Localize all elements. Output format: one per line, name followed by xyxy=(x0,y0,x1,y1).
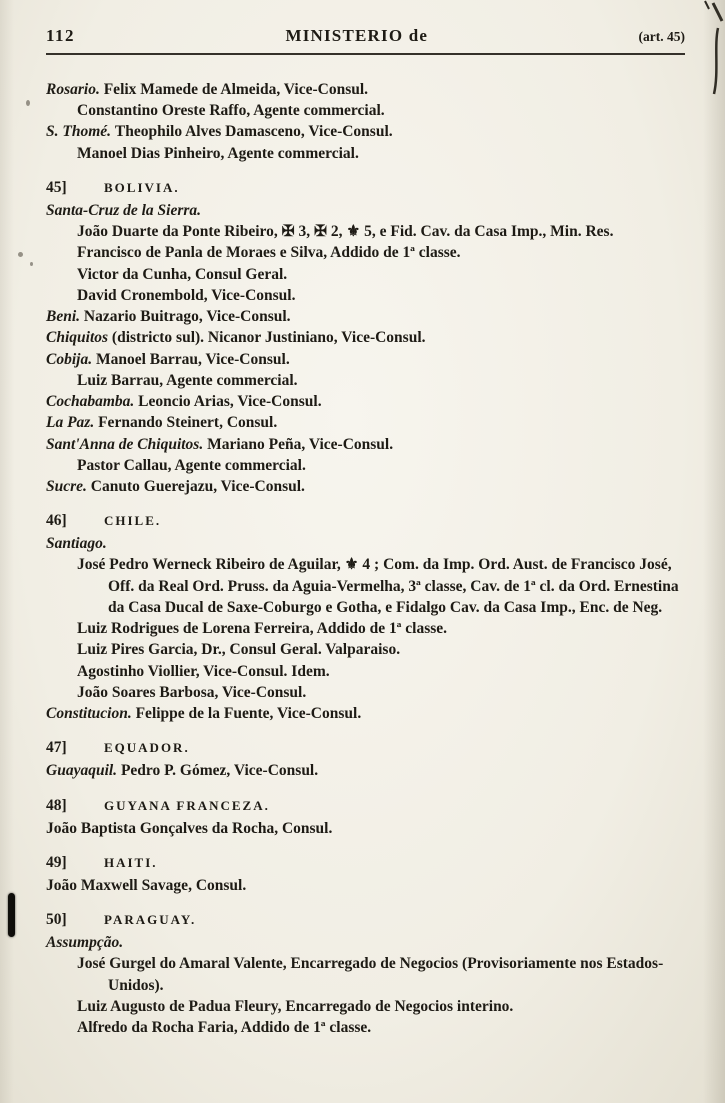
entry-line xyxy=(46,661,685,682)
scan-speck xyxy=(30,262,33,266)
entry-line xyxy=(46,639,685,660)
entry-line xyxy=(46,932,685,953)
scan-speck xyxy=(26,100,30,106)
entry-text: Nazario Buitrago, Vice-Consul. xyxy=(83,308,291,326)
article-reference: (art. 45) xyxy=(638,29,685,44)
entry-text: João Baptista Gonçalves da Rocha, Consul. xyxy=(46,819,333,837)
place-name: Rosario. xyxy=(46,81,104,98)
entry-line xyxy=(46,760,685,781)
section-title: EQUADOR. xyxy=(104,740,190,756)
section-title: BOLIVIA. xyxy=(104,179,180,195)
entry-line xyxy=(46,121,685,142)
scan-artifact-marks xyxy=(683,0,725,100)
header-rule xyxy=(46,53,685,55)
entry-line xyxy=(46,412,685,433)
entry-line xyxy=(46,391,685,412)
entry-line xyxy=(46,682,685,703)
section-title: PARAGUAY. xyxy=(104,912,197,928)
entry-line xyxy=(46,554,685,618)
entry-text: Canuto Guerejazu, Vice-Consul. xyxy=(90,477,305,495)
entry-text: João Maxwell Savage, Consul. xyxy=(46,876,247,894)
section-number: 46] xyxy=(46,512,67,530)
entry-text: José Pedro Werneck Ribeiro de Aguilar, ⚜ 4 ; Com. da Imp. Ord. Aust. de Francisco José, Off. da Real Ord. Pruss. da Aguia-Vermelha, 3ª classe, Cav. de 1ª cl. da Ord. Ernestina da Casa Ducal de Saxe-Coburgo e Gotha, e Fidalgo Cav. da Casa Imp., Enc. de Neg. xyxy=(77,556,679,616)
place-name: La Paz. xyxy=(46,414,99,432)
entry-line xyxy=(46,533,685,554)
entry-text: David Cronembold, Vice-Consul. xyxy=(77,286,296,304)
entry-text: Alfredo da Rocha Faria, Addido de 1ª classe. xyxy=(77,1018,372,1036)
entry-line xyxy=(46,703,685,724)
section-heading xyxy=(46,739,685,757)
section-number: 48] xyxy=(46,796,67,814)
entry-line xyxy=(46,953,685,995)
place-name: Cobija. xyxy=(46,350,96,368)
entry-line xyxy=(46,996,685,1017)
entry-line xyxy=(46,370,685,391)
document-body xyxy=(46,79,685,1038)
entry-line xyxy=(46,875,685,896)
entry-line xyxy=(46,349,685,370)
entry-line xyxy=(46,618,685,639)
entry-text: Victor da Cunha, Consul Geral. xyxy=(77,265,288,283)
entry-line xyxy=(46,143,685,164)
place-name: Chiquitos xyxy=(46,329,112,347)
entry-text: Felix Mamede de Almeida, Vice-Consul. xyxy=(103,81,369,98)
entry-text: Luiz Rodrigues de Lorena Ferreira, Addido de 1ª classe. xyxy=(77,620,448,638)
entry-text: (districto sul). Nicanor Justiniano, Vice-Consul. xyxy=(111,329,426,347)
place-name: Santa-Cruz de la Sierra. xyxy=(46,201,202,219)
section-title: HAITI. xyxy=(104,854,158,870)
place-name: Sant'Anna de Chiquitos. xyxy=(46,435,208,453)
entry-line xyxy=(46,818,685,839)
section-title: CHILE. xyxy=(104,513,162,529)
section-heading xyxy=(46,797,685,815)
entry-line xyxy=(46,327,685,348)
page-number: 112 xyxy=(46,26,76,45)
entry-text: Manoel Dias Pinheiro, Agente commercial. xyxy=(77,144,359,162)
entry-line xyxy=(46,455,685,476)
section-number: 45] xyxy=(46,178,67,196)
entry-text: Fernando Steinert, Consul. xyxy=(98,414,278,432)
ink-mark xyxy=(8,893,15,937)
place-name: Santiago. xyxy=(46,535,107,553)
place-name: Assumpção. xyxy=(46,934,124,952)
scan-speck xyxy=(18,252,23,257)
entry-text: Luiz Augusto de Padua Fleury, Encarregado de Negocios interino. xyxy=(77,997,514,1015)
section-heading xyxy=(46,854,685,872)
entry-text: João Soares Barbosa, Vice-Consul. xyxy=(77,683,307,701)
entry-text: Leoncio Arias, Vice-Consul. xyxy=(138,393,322,411)
place-name: S. Thomé. xyxy=(46,123,115,141)
entry-text: Felippe de la Fuente, Vice-Consul. xyxy=(135,705,362,723)
place-name: Guayaquil. xyxy=(46,762,121,780)
page-title: MINISTERIO de xyxy=(285,26,429,45)
entry-text: Pastor Callau, Agente commercial. xyxy=(77,456,306,474)
entry-text: Luiz Pires Garcia, Dr., Consul Geral. Valparaiso. xyxy=(77,641,401,659)
section-number: 47] xyxy=(46,739,67,757)
entry-text: Mariano Peña, Vice-Consul. xyxy=(207,435,394,453)
page-header xyxy=(46,26,685,46)
entry-line xyxy=(46,264,685,285)
section-heading xyxy=(46,512,685,530)
entry-line xyxy=(46,434,685,455)
section-number: 49] xyxy=(46,853,67,871)
entry-line xyxy=(46,476,685,497)
place-name: Cochabamba. xyxy=(46,393,139,411)
entry-line xyxy=(46,1017,685,1038)
entry-line xyxy=(46,221,685,242)
section-heading xyxy=(46,911,685,929)
section-title: GUYANA FRANCEZA. xyxy=(104,797,270,813)
place-name: Constitucion. xyxy=(46,705,136,723)
entry-text: João Duarte da Ponte Ribeiro, ✠ 3, ✠ 2, ⚜ 5, e Fid. Cav. da Casa Imp., Min. Res. xyxy=(77,223,614,241)
place-name: Beni. xyxy=(46,308,84,326)
entry-text: Constantino Oreste Raffo, Agente commercial. xyxy=(77,102,385,120)
place-name: Sucre. xyxy=(46,477,91,495)
entry-line xyxy=(46,242,685,263)
entry-line xyxy=(46,100,685,121)
section-number: 50] xyxy=(46,911,67,929)
entry-line xyxy=(46,79,685,100)
entry-text: Francisco de Panla de Moraes e Silva, Addido de 1ª classe. xyxy=(77,244,461,262)
entry-text: José Gurgel do Amaral Valente, Encarregado de Negocios (Provisoriamente nos Estados-Unidos). xyxy=(77,955,664,994)
entry-line xyxy=(46,285,685,306)
entry-text: Manoel Barrau, Vice-Consul. xyxy=(95,350,290,368)
entry-text: Pedro P. Gómez, Vice-Consul. xyxy=(120,762,319,780)
entry-text: Theophilo Alves Damasceno, Vice-Consul. xyxy=(114,123,393,141)
entry-text: Luiz Barrau, Agente commercial. xyxy=(77,371,298,389)
section-heading xyxy=(46,179,685,197)
entry-line xyxy=(46,306,685,327)
entry-text: Agostinho Viollier, Vice-Consul. Idem. xyxy=(77,662,330,680)
entry-line xyxy=(46,200,685,221)
